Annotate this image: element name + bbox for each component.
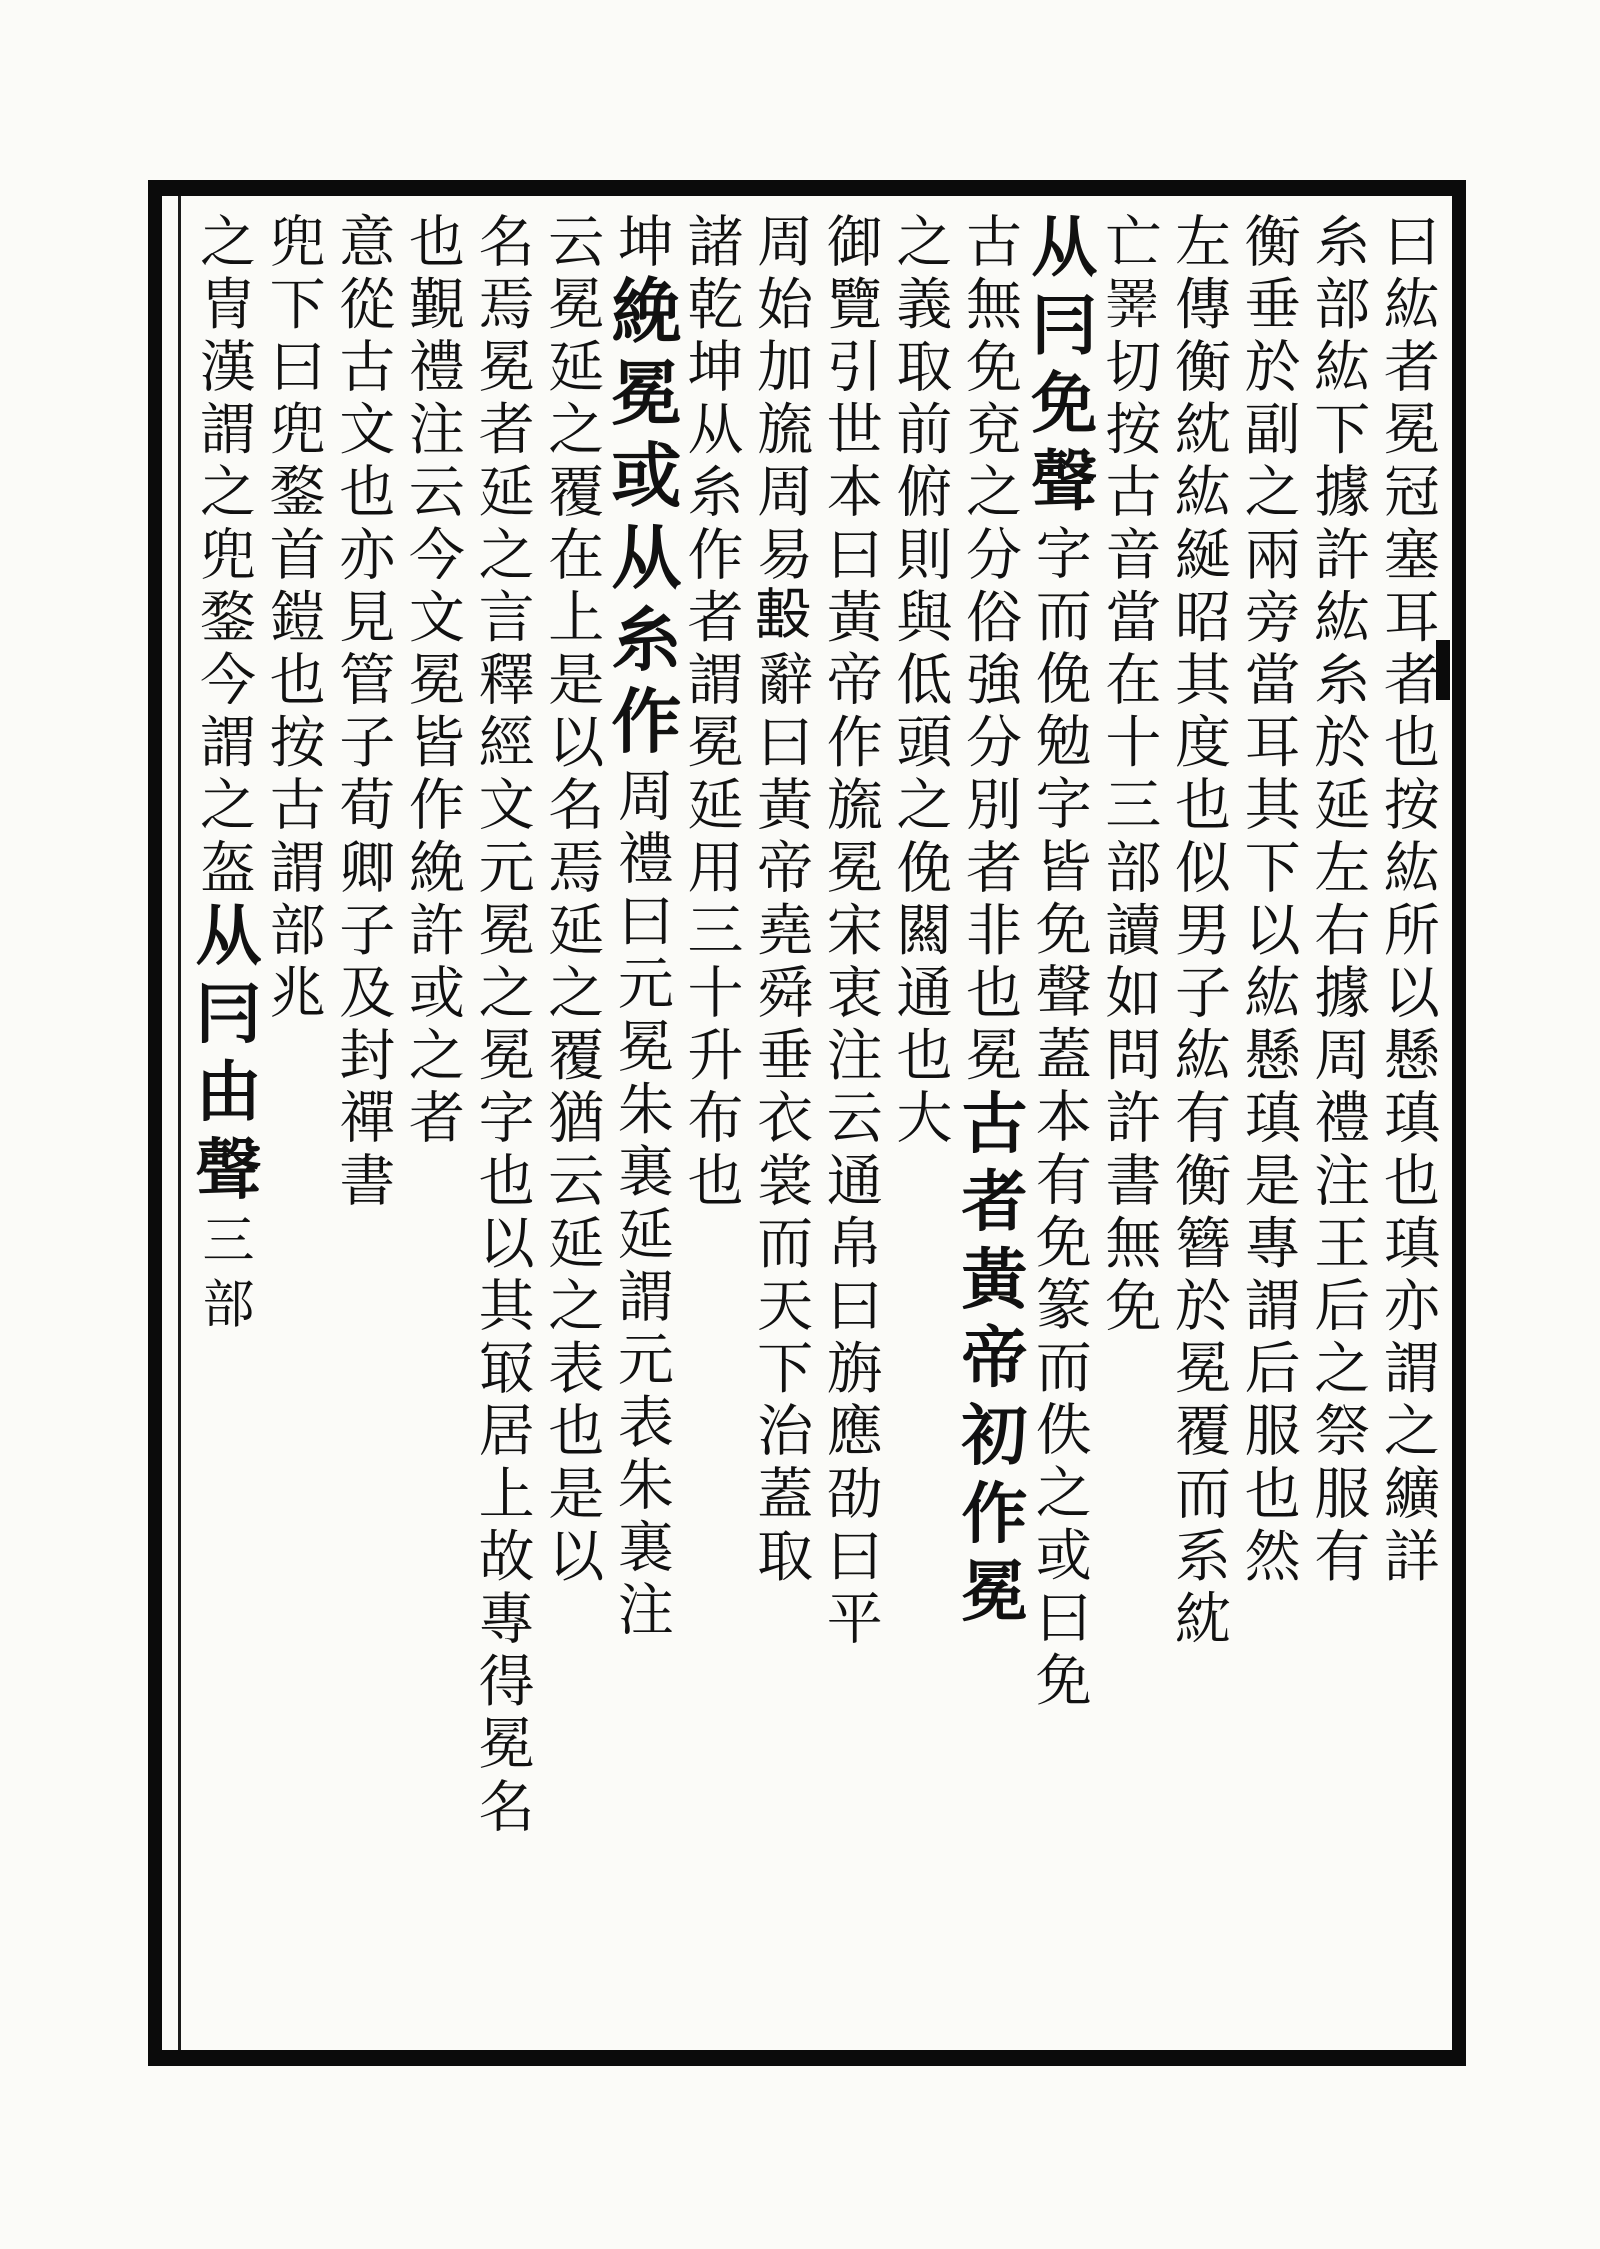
column-text: 坤 xyxy=(678,337,744,400)
text-column xyxy=(1095,212,1161,2048)
column-text: 从糸作者謂冕延用三十升布也 xyxy=(678,399,744,1214)
text-column xyxy=(950,212,1029,2048)
column-text: 曰紘者冕冠塞耳者也按紘所以懸瑱也瑱亦謂之纊詳 xyxy=(1374,212,1440,1590)
text-column xyxy=(1165,212,1231,2048)
column-text: 周始加旒周易𣪠辭曰黃帝堯舜垂衣裳而天下治蓋取 xyxy=(748,212,814,1590)
text-column xyxy=(538,212,604,2048)
entry-head-text: 从冃免聲 xyxy=(1019,212,1098,524)
column-text: 坤 xyxy=(608,212,674,275)
column-text: 糸部紘下據許紘糸於延左右據周禮注王后之祭服有 xyxy=(1305,212,1371,1590)
text-column xyxy=(1019,212,1098,2048)
text-column xyxy=(1374,212,1440,2048)
column-text: 云冕延之覆在上是以名焉延之覆猶云延之表也是以 xyxy=(539,212,605,1590)
text-column xyxy=(817,212,883,2048)
column-text: 之冑漢謂之兜鍪今謂之盔 xyxy=(191,212,256,901)
text-column xyxy=(1235,212,1301,2048)
column-text: 衡垂於副之兩旁當耳其下以紘懸瑱是專謂后服也然 xyxy=(1235,212,1301,1590)
text-column xyxy=(329,212,395,2048)
text-column xyxy=(399,212,465,2048)
vertical-text-block xyxy=(184,212,1440,2048)
section-number-text: 三部 xyxy=(193,1212,253,1341)
frame-right-border xyxy=(1452,180,1466,2064)
column-text: 冕 xyxy=(957,1025,1023,1089)
column-text: 之義取前俯則與低頭之俛闗通也大 xyxy=(887,212,953,1151)
text-column xyxy=(599,212,683,2048)
frame-top-border xyxy=(148,180,1466,196)
frame-bottom-border xyxy=(148,2050,1466,2066)
inner-column-rule xyxy=(178,196,181,2050)
column-text: 亡𢍰切按古音當在十三部讀如問許書無免 xyxy=(1096,212,1162,1339)
column-text: 部兆 xyxy=(260,900,326,1026)
column-text: 古無免兗之分俗強分別者非也 xyxy=(957,212,1023,1026)
text-column xyxy=(747,212,813,2048)
column-text: 御覽引世本曰黃帝作旒冕宋衷注云通帛曰旃應劭曰平 xyxy=(817,212,883,1652)
column-text: 周禮曰元冕朱裏延謂元表朱裏注 xyxy=(608,766,674,1644)
entry-head-text: 古者黃帝初作冕 xyxy=(950,1088,1029,1635)
column-text: 意從古文也亦見管子荀卿子及封禪書 xyxy=(330,212,396,1214)
text-column xyxy=(469,212,535,2048)
column-text: 名焉冕者延之言釋經文元冕之冕字也以其冣居上故專得冕名 xyxy=(469,212,535,1840)
text-column xyxy=(886,212,952,2048)
column-text: 也覲禮注云今文冕皆作絻許或之者 xyxy=(399,212,465,1151)
column-text: 兜下曰兜鍪首鎧也按古謂 xyxy=(260,212,326,901)
entry-head-text: 从冃由聲 xyxy=(184,900,262,1213)
seal-entry-text: 絻冕或从糸作 xyxy=(599,274,683,767)
frame-left-border xyxy=(148,180,162,2064)
column-text: 字而俛勉字皆免聲蓋本有免篆而佚之或曰免 xyxy=(1026,524,1092,1714)
text-column xyxy=(184,212,262,2048)
text-column xyxy=(260,212,326,2048)
column-text: 諸乾 xyxy=(678,212,744,338)
text-column xyxy=(677,212,743,2048)
column-text: 左傳衡紞紘綖昭其度也似男子紘有衡簪於冕覆而系紞 xyxy=(1165,212,1231,1652)
text-column xyxy=(1304,212,1370,2048)
